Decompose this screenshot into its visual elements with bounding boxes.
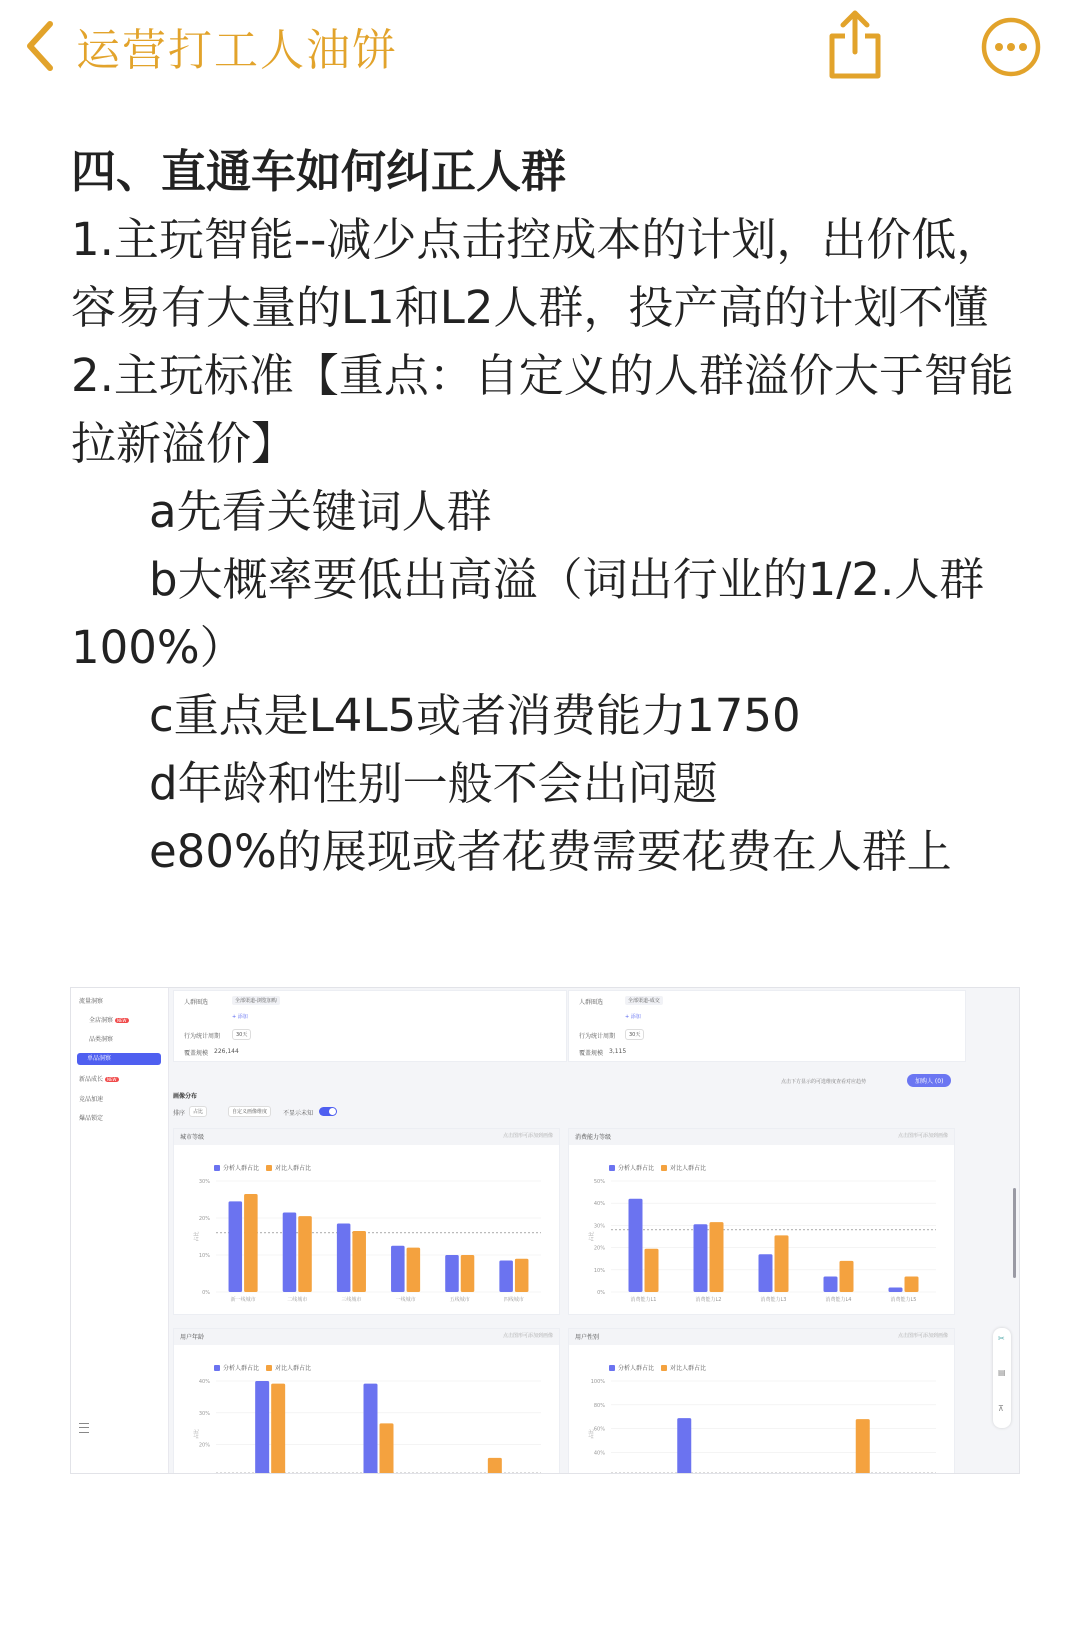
note-item-a: a先看关键词人群 (149, 485, 492, 538)
x-tick-label: 消费能力L5 (890, 1297, 917, 1303)
chart-title: 用户年龄 (180, 1334, 205, 1341)
bar-compare (856, 1419, 870, 1474)
left-scale-label: 覆盖规模 (184, 1050, 209, 1057)
card-note: 点击图形可添加到画像 (502, 1133, 553, 1139)
bar-analysis (283, 1212, 297, 1292)
bar-analysis (889, 1288, 903, 1292)
x-tick-label: 二线城市 (287, 1297, 308, 1303)
back-label: 运营打工人油饼 (76, 25, 398, 76)
y-tick-label: 10% (198, 1253, 210, 1259)
sidebar-item-category: 品类洞察 (89, 1036, 114, 1043)
y-axis-label: 占比 (589, 1428, 595, 1440)
y-tick-label: 20% (198, 1442, 210, 1449)
card-note: 点击图形可添加到画像 (502, 1333, 553, 1339)
sort-select: 占比 (189, 1106, 207, 1117)
bar-compare (488, 1458, 502, 1474)
gender-chart (569, 1329, 954, 1474)
pin-icon: ⊼ (998, 1404, 1004, 1413)
x-tick-label: 一线城市 (395, 1297, 416, 1303)
portrait-title: 画像分布 (173, 1093, 198, 1100)
chart-legend: 分析人群占比 对比人群占比 (214, 1163, 311, 1172)
bar-compare (244, 1194, 258, 1292)
sidebar-group-compete: 竞品加速 (79, 1096, 104, 1103)
right-crowd-panel (568, 990, 966, 1062)
bar-analysis (499, 1261, 513, 1292)
x-tick-label: 消费能力L3 (760, 1297, 787, 1303)
y-tick-label: 80% (593, 1402, 605, 1409)
bar-compare (461, 1255, 475, 1292)
new-badge-2: NEW (107, 1077, 117, 1082)
bar-analysis (694, 1224, 708, 1292)
age-chart (174, 1329, 559, 1474)
left-crowd-panel (173, 990, 567, 1062)
x-tick-label: 五线城市 (449, 1297, 470, 1303)
y-tick-label: 20% (593, 1245, 605, 1252)
bar-compare (840, 1261, 854, 1292)
bar-compare (645, 1249, 659, 1292)
y-tick-label: 30% (198, 1410, 210, 1417)
card-note: 点击图形可添加到画像 (897, 1333, 948, 1339)
note-heading: 四、直通车如何纠正人群 (71, 145, 567, 198)
sidebar-item-single: 单品洞察 (77, 1053, 161, 1065)
y-tick-label: 0% (202, 1290, 210, 1296)
sidebar-item-store: 全店洞察 NEW (89, 1017, 127, 1024)
y-tick-label: 40% (593, 1450, 605, 1457)
bar-analysis (255, 1381, 269, 1474)
left-scale-value: 226,144 (214, 1048, 239, 1055)
x-tick-label: 消费能力L1 (630, 1297, 657, 1303)
left-add-link: + 添加 (232, 1014, 248, 1020)
bar-analysis (391, 1246, 405, 1292)
y-tick-label: 100% (590, 1379, 605, 1385)
bar-compare (380, 1423, 394, 1474)
y-tick-label: 0% (597, 1290, 605, 1296)
sidebar-group-traffic: 流量洞察 (79, 998, 104, 1005)
embedded-screenshot[interactable] (70, 987, 1020, 1474)
note-paragraph-1: 1.主玩智能--减少点击控成本的计划，出价低，容易有大量的L1和L2人群，投产高的计划不懂 (71, 213, 1002, 334)
note-item-b: b大概率要低出高溢（词出行业的1/2.人群100%） (71, 553, 985, 674)
bar-compare (271, 1384, 285, 1474)
y-tick-label: 60% (593, 1426, 605, 1433)
y-tick-label: 30% (593, 1223, 605, 1230)
bar-compare (407, 1248, 421, 1292)
bar-compare (352, 1231, 366, 1292)
left-crowd-label: 人群圈选 (184, 999, 209, 1006)
bar-analysis (445, 1255, 459, 1292)
more-icon[interactable] (980, 16, 1042, 78)
bar-analysis (337, 1224, 351, 1292)
note-paragraph-2: 2.主玩标准【重点：自定义的人群溢价大于智能拉新溢价】 (71, 349, 1014, 470)
chart-card-gender (568, 1328, 955, 1474)
new-badge: NEW (117, 1018, 127, 1023)
scissors-icon: ✂ (998, 1334, 1005, 1343)
city-level-chart (174, 1129, 559, 1314)
bar-compare (298, 1216, 312, 1292)
custom-dimension-button: 自定义画像维度 (228, 1106, 271, 1117)
x-tick-label: 四线城市 (503, 1297, 524, 1303)
left-period-select: 30天 (232, 1029, 251, 1040)
sidebar-group-hot: 爆品锁定 (79, 1115, 104, 1122)
note-item-e: e80%的展现或者花费需要花费在人群上 (149, 825, 952, 878)
right-period-label: 行为统计周期 (579, 1033, 616, 1040)
bar-compare (515, 1259, 529, 1292)
bar-analysis (824, 1276, 838, 1292)
sidebar-group-new: 新品成长 NEW (79, 1076, 117, 1083)
note-item-d: d年龄和性别一般不会出问题 (149, 757, 718, 810)
chart-title: 用户性别 (575, 1334, 600, 1341)
bar-analysis (364, 1384, 378, 1474)
right-scale-label: 覆盖规模 (579, 1050, 604, 1057)
right-crowd-label: 人群圈选 (579, 999, 604, 1006)
bar-analysis (229, 1201, 243, 1292)
note-item-c: c重点是L4L5或者消费能力1750 (149, 689, 801, 742)
chart-legend: 分析人群占比 对比人群占比 (214, 1363, 311, 1372)
add-crowd-pill: 加购人 (0) (907, 1074, 951, 1087)
right-crowd-tag: 全部渠道-成交 (625, 996, 663, 1005)
chart-title: 消费能力等级 (575, 1134, 612, 1141)
x-tick-label: 消费能力L2 (695, 1297, 722, 1303)
card-note: 点击图形可添加到画像 (897, 1133, 948, 1139)
y-tick-label: 40% (198, 1379, 210, 1385)
y-tick-label: 40% (593, 1201, 605, 1208)
unknown-toggle (319, 1107, 337, 1116)
bar-compare (775, 1235, 789, 1292)
y-tick-label: 50% (593, 1179, 605, 1185)
bar-analysis (677, 1418, 691, 1474)
y-tick-label: 20% (198, 1216, 210, 1222)
left-period-label: 行为统计周期 (184, 1033, 221, 1040)
bar-analysis (629, 1199, 643, 1292)
chart-title: 城市等级 (180, 1134, 205, 1141)
scrollbar[interactable] (1013, 1188, 1016, 1278)
chart-legend: 分析人群占比 对比人群占比 (609, 1163, 706, 1172)
note-body[interactable] (71, 138, 1021, 886)
share-icon[interactable] (826, 8, 884, 80)
chart-card-age (173, 1328, 560, 1474)
bar-compare (905, 1276, 919, 1292)
tool-rail (993, 1328, 1011, 1428)
y-axis-label: 占比 (194, 1428, 200, 1440)
x-tick-label: 三线城市 (341, 1297, 362, 1303)
document-icon: ▤ (998, 1368, 1006, 1377)
chevron-left-icon (22, 20, 58, 72)
y-tick-label: 10% (593, 1267, 605, 1274)
menu-icon (79, 1423, 89, 1433)
chart-card-city (173, 1128, 560, 1315)
right-scale-value: 3,115 (609, 1048, 627, 1055)
y-tick-label: 30% (198, 1179, 210, 1185)
right-period-select: 30天 (625, 1029, 644, 1040)
screenshot-sidebar (71, 988, 169, 1473)
right-add-link: + 添加 (625, 1014, 641, 1020)
back-button[interactable] (22, 14, 398, 78)
left-crowd-tag: 全部渠道-浏览加购 (232, 996, 280, 1005)
chart-card-consumption (568, 1128, 955, 1315)
navigation-bar (0, 0, 1080, 95)
bar-analysis (759, 1254, 773, 1292)
x-tick-label: 消费能力L4 (825, 1297, 852, 1303)
sort-label: 排序 (173, 1110, 186, 1117)
chart-legend: 分析人群占比 对比人群占比 (609, 1363, 706, 1372)
consumption-level-chart (569, 1129, 954, 1314)
hint-text: 点击下方显示的可选维度查看对应趋势 (781, 1079, 867, 1085)
toggle-label: 不显示未知 (283, 1110, 314, 1117)
y-axis-label: 占比 (589, 1231, 595, 1242)
bar-compare (710, 1222, 724, 1292)
x-tick-label: 新一线城市 (230, 1297, 256, 1303)
y-axis-label: 占比 (194, 1231, 200, 1242)
